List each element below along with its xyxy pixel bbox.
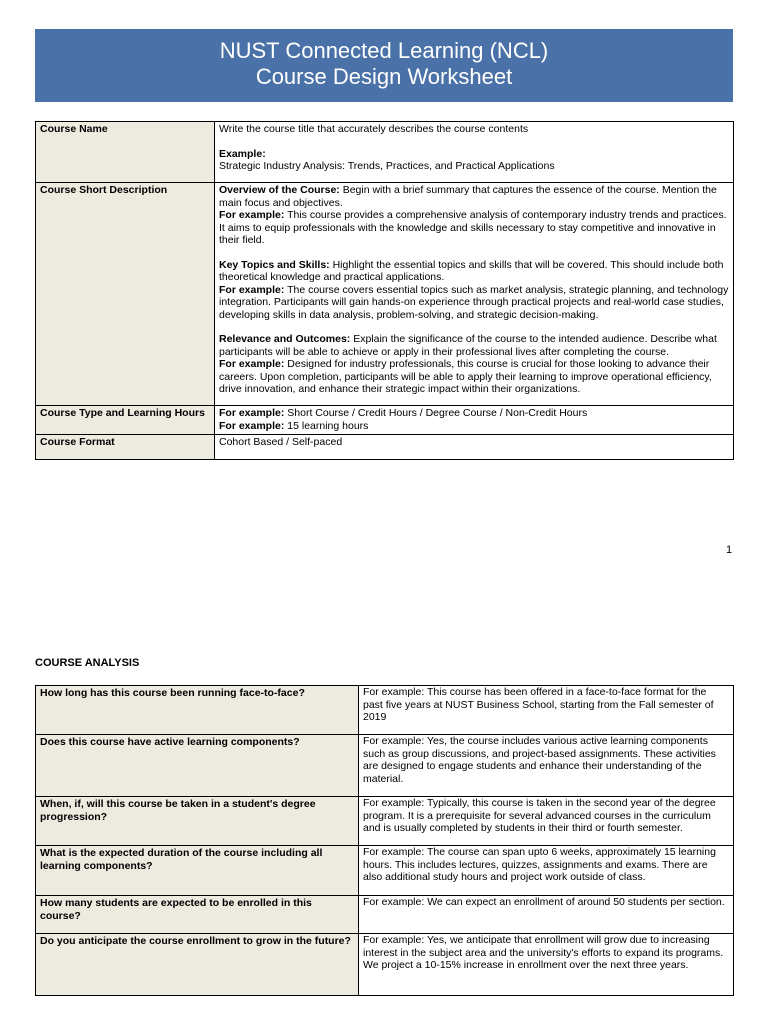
analysis-question: Do you anticipate the course enrollment to grow in the future? [36,934,359,996]
overview-label: Overview of the Course: [219,184,340,196]
course-type-example-text: Short Course / Credit Hours / Degree Course / Non-Credit Hours [284,407,588,419]
learning-hours-example-label: For example: [219,419,285,432]
analysis-question: When, if, will this course be taken in a student's degree progression? [36,797,359,846]
table-row [36,846,734,896]
learning-hours-example-text: 15 learning hours [284,419,369,432]
short-description-cell [215,183,734,406]
relevance-label: Relevance and Outcomes: [219,333,351,345]
table-row [36,406,734,435]
analysis-answer: For example: Yes, the course includes various active learning components such as group discussions, and project-based assignments. These activities are designed to engage students and enhance their understanding of the material. [359,735,734,797]
section-title: COURSE ANALYSIS [35,657,140,669]
table-row [36,686,734,735]
course-analysis-table [35,685,734,996]
analysis-answer: For example: We can expect an enrollment of around 50 students per section. [359,896,734,934]
course-name-instruction: Write the course title that accurately describes the course contents [219,123,529,135]
example-label: Example: [219,147,266,160]
course-name-label: Course Name [36,122,215,183]
document-title-banner [35,29,733,102]
course-name-example: Strategic Industry Analysis: Trends, Practices, and Practical Applications [219,160,555,172]
course-format-label: Course Format [36,435,215,460]
course-format-value: Cohort Based / Self-paced [215,435,734,460]
overview-text: Begin with a brief summary that captures the essence of the course. Mention the main focus and objectives. [219,184,717,209]
table-row [36,896,734,934]
course-type-example-label: For example: [219,407,285,419]
relevance-example-label: For example: [219,358,285,370]
overview-example-text: This course provides a comprehensive analysis of contemporary industry trends and practices. It aims to equip professionals with the knowledge and skills necessary to stay competitive and innovative in their field. [219,209,727,246]
topics-example-label: For example: [219,283,285,296]
analysis-answer: For example: Typically, this course is taken in the second year of the degree program. It is a prerequisite for several advanced courses in the curriculum and is usually completed by students in their third or fourth semester. [359,797,734,846]
analysis-question: How many students are expected to be enrolled in this course? [36,896,359,934]
topics-label: Key Topics and Skills: [219,258,330,271]
analysis-question: Does this course have active learning components? [36,735,359,797]
table-row [36,435,734,460]
course-info-table [35,121,734,460]
analysis-answer: For example: Yes, we anticipate that enrollment will grow due to increasing interest in the subject area and the university's efforts to expand its programs. We project a 10-15% increase in enrollment over the next three years. [359,934,734,996]
table-row [36,797,734,846]
topics-example-text: The course covers essential topics such as market analysis, strategic planning, and technology integration. Participants will gain hands-on experience through practical projects and real-world case studies, developing skills in data analysis, problem-solving, and strategic decision-making. [219,283,729,321]
analysis-question: What is the expected duration of the course including all learning components? [36,846,359,896]
table-row [36,735,734,797]
title-line-1: NUST Connected Learning (NCL) [219,38,549,63]
topics-text: Highlight the essential topics and skills that will be covered. This should include both theoretical knowledge and practical applications. [219,258,724,283]
table-row [36,122,734,183]
table-row [36,934,734,996]
analysis-answer: For example: The course can span upto 6 weeks, approximately 15 learning hours. This includes lectures, quizzes, assignments and exams. There are also additional study hours and project work outside of class. [359,846,734,896]
title-line-2: Course Design Worksheet [255,64,513,89]
course-name-cell [215,122,734,183]
analysis-answer: For example: This course has been offered in a face-to-face format for the past five years at NUST Business School, starting from the Fall semester of 2019 [359,686,734,735]
analysis-question: How long has this course been running face-to-face? [36,686,359,735]
course-type-cell [215,406,734,435]
short-description-label: Course Short Description [36,183,215,406]
page-number: 1 [726,544,733,556]
table-row [36,183,734,406]
relevance-text: Explain the significance of the course to the intended audience. Describe what participants will be able to achieve or apply in their professional lives after completing the course. [219,333,717,358]
course-type-label: Course Type and Learning Hours [36,406,215,435]
overview-example-label: For example: [219,209,285,221]
relevance-example-text: Designed for industry professionals, this course is crucial for those looking to advance their careers. Upon completion, participants will be able to apply their learning to improve operational efficiency, drive innovation, and enhance their strategic impact within their organizations. [219,358,712,395]
